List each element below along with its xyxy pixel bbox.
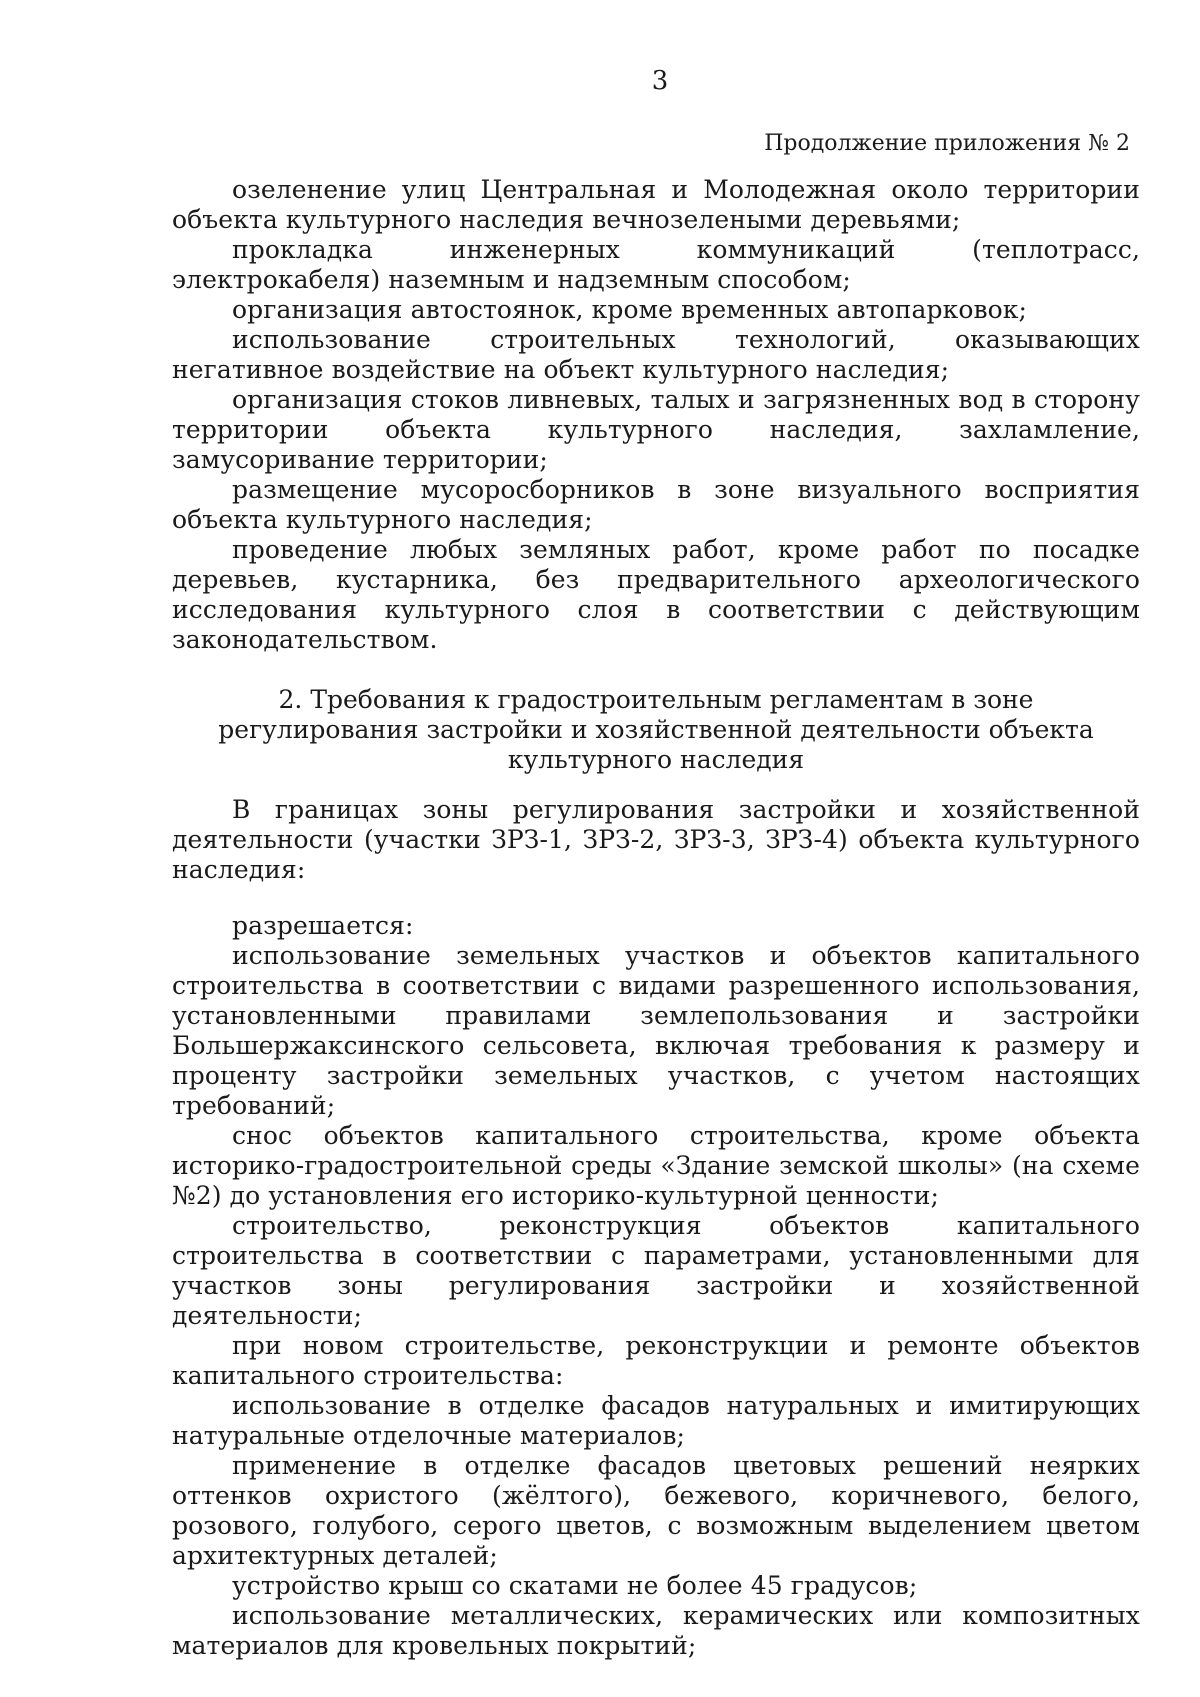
list-item: организация стоков ливневых, талых и загрязненных вод в сторону территории объекта культурного наследия, захламление, замусоривание территории; bbox=[172, 385, 1140, 474]
list-item: размещение мусоросборников в зоне визуального восприятия объекта культурного наследия; bbox=[172, 475, 1140, 534]
list-item: использование в отделке фасадов натуральных и имитирующих натуральные отделочные материалов; bbox=[172, 1391, 1140, 1450]
list-item: применение в отделке фасадов цветовых решений неярких оттенков охристого (жёлтого), бежевого, коричневого, белого, розового, голубого, серого цветов, с возможным выделением цветом архитектурных деталей; bbox=[172, 1451, 1140, 1570]
document-body bbox=[172, 175, 1140, 1661]
appendix-note: Продолжение приложения № 2 bbox=[764, 131, 1130, 156]
page-number: 3 bbox=[651, 66, 669, 96]
intro-paragraph: В границах зоны регулирования застройки и хозяйственной деятельности (участки ЗРЗ-1, ЗРЗ-2, ЗРЗ-3, ЗРЗ-4) объекта культурного наследия: bbox=[172, 795, 1140, 884]
allowed-label: разрешается: bbox=[232, 911, 414, 940]
list-item: организация автостоянок, кроме временных автопарковок; bbox=[232, 295, 1028, 324]
list-item: озеленение улиц Центральная и Молодежная около территории объекта культурного наследия вечнозелеными деревьями; bbox=[172, 175, 1140, 234]
list-item: использование металлических, керамических или композитных материалов для кровельных покрытий; bbox=[172, 1601, 1140, 1660]
list-item: использование земельных участков и объектов капитального строительства в соответствии с видами разрешенного использования, установленными правилами землепользования и застройки Большержаксинского сельсовета, включая требования к размеру и проценту застройки земельных участков, с учетом настоящих требований; bbox=[172, 941, 1140, 1120]
list-item: снос объектов капитального строительства, кроме объекта историко-градостроительной среды «Здание земской школы» (на схеме №2) до установления его историко-культурной ценности; bbox=[172, 1121, 1140, 1210]
section-heading: 2. Требования к градостроительным регламентам в зоне регулирования застройки и хозяйственной деятельности объекта культурного наследия bbox=[218, 685, 1094, 774]
list-item: проведение любых земляных работ, кроме работ по посадке деревьев, кустарника, без предварительного археологического исследования культурного слоя в соответствии с действующим законодательством. bbox=[172, 535, 1140, 654]
list-item: прокладка инженерных коммуникаций (теплотрасс, электрокабеля) наземным и надземным способом; bbox=[172, 235, 1140, 294]
list-item: устройство крыш со скатами не более 45 градусов; bbox=[232, 1571, 918, 1600]
list-item: строительство, реконструкция объектов капитального строительства в соответствии с параметрами, установленными для участков зоны регулирования застройки и хозяйственной деятельности; bbox=[172, 1211, 1140, 1330]
list-item: при новом строительстве, реконструкции и ремонте объектов капитального строительства: bbox=[172, 1331, 1140, 1390]
list-item: использование строительных технологий, оказывающих негативное воздействие на объект культурного наследия; bbox=[172, 325, 1140, 384]
